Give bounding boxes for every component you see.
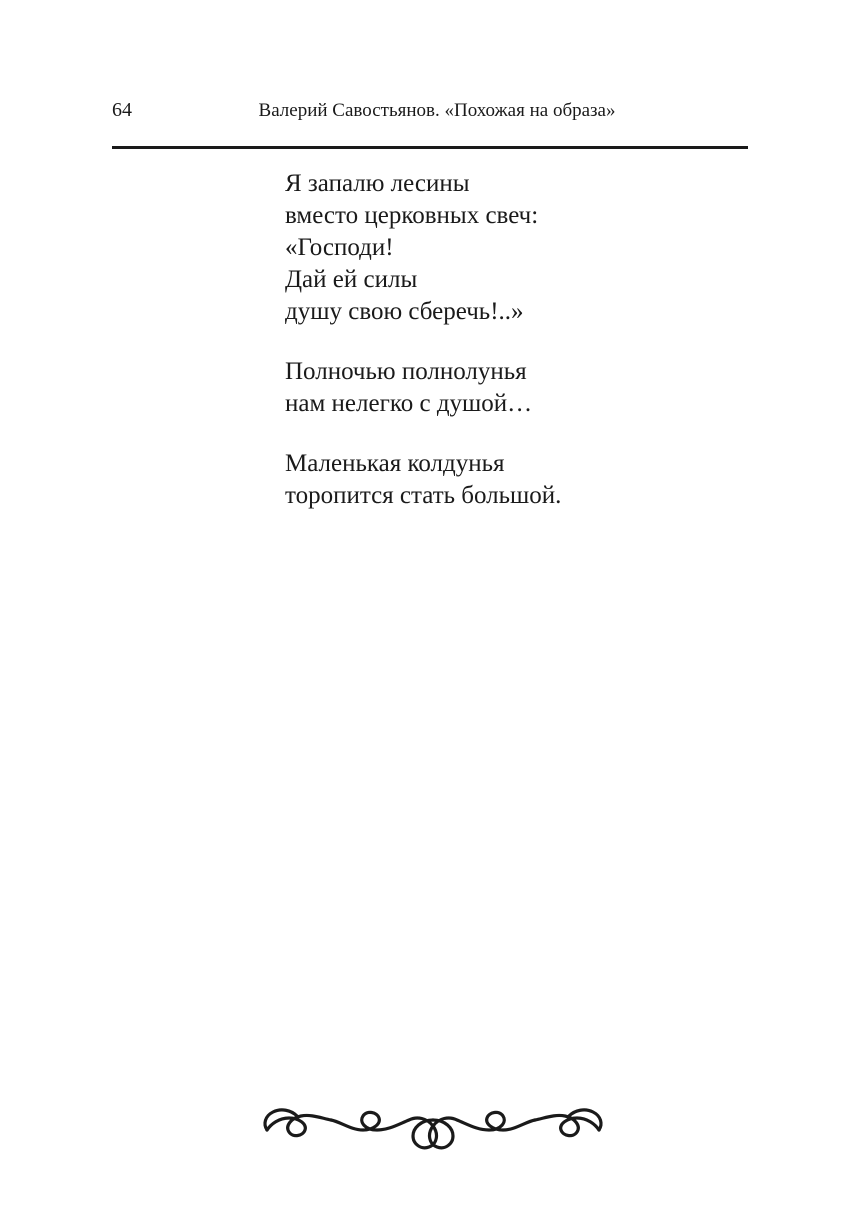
header-rule (112, 146, 748, 149)
running-title: Валерий Савостьянов. «Похожая на образа» (258, 100, 616, 121)
poem-line: нам нелегко с душой… (285, 390, 533, 417)
stanza (285, 356, 765, 420)
poem-line: вместо церковных свеч: (285, 202, 539, 229)
flourish-divider-icon (253, 1090, 613, 1160)
poem-line: Полночью полнолунья (285, 358, 527, 385)
poem-body (285, 168, 765, 512)
poem-line: Маленькая колдунья (285, 450, 505, 477)
poem-line: Дай ей силы (285, 266, 418, 293)
page-number: 64 (112, 99, 132, 121)
stanza (285, 448, 765, 512)
ornament-divider (0, 1090, 866, 1160)
poem-line: душу свою сберечь!..» (285, 298, 524, 325)
running-head (112, 100, 748, 120)
stanza (285, 168, 765, 328)
poem-line: Я запалю лесины (285, 170, 470, 197)
poem-line: «Господи! (285, 234, 394, 261)
poem-line: торопится стать большой. (285, 482, 562, 509)
